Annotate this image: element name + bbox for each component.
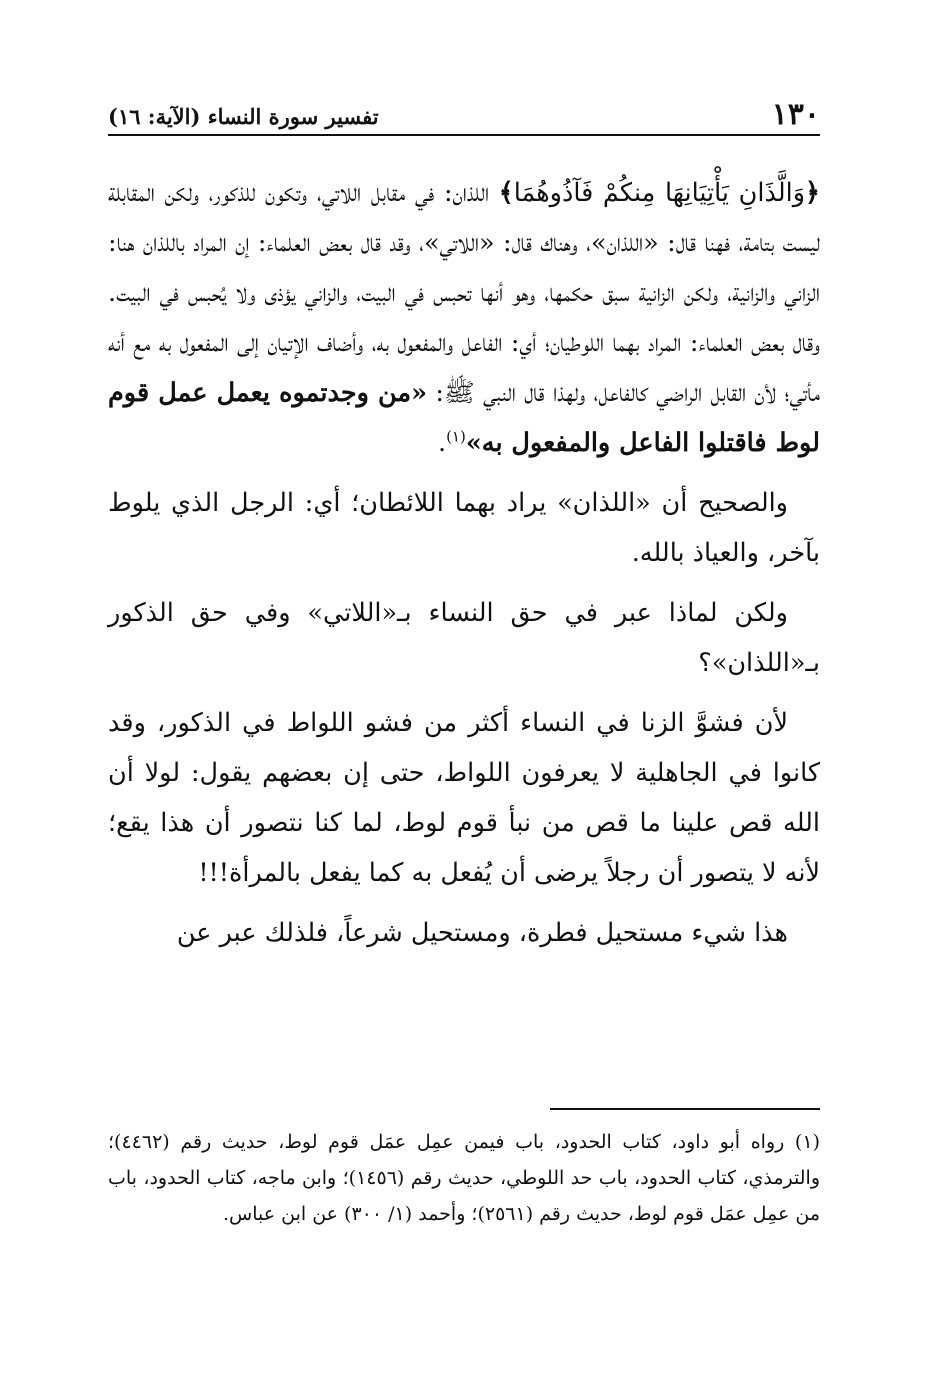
- paragraph-5: هذا شيء مستحيل فطرة، ومستحيل شرعاً، فلذلك عبر عن: [176, 918, 788, 948]
- footnote-ref: (١): [446, 427, 466, 446]
- paragraph-3: ولكن لماذا عبر في حق النساء بـ«اللاتي» وفي حق الذكور بـ«اللذان»؟: [108, 598, 820, 678]
- quran-verse: وَالَّذَانِ يَأْتِيَانِهَا مِنكُمْ فَآذُوهُمَا: [513, 178, 806, 208]
- main-text: [108, 168, 820, 968]
- paragraph-2: والصحيح أن «اللذان» يراد بهما اللائطان؛ أي: الرجل الذي يلوط بآخر، والعياذ بالله.: [108, 488, 820, 568]
- page-number: ١٣٠: [771, 97, 820, 132]
- footnote-separator: [550, 1108, 820, 1110]
- paragraph-1: [108, 168, 820, 468]
- verse-open-bracket: ﴿: [805, 178, 820, 208]
- footnote-1: (١) رواه أبو داود، كتاب الحدود، باب فيمن عمِل عمَل قوم لوط، حديث رقم (٤٤٦٢)؛ والترمذي، كتاب الحدود، باب حد اللوطي، حديث رقم (١٤٥٦)؛ وابن ماجه، كتاب الحدود، باب من عمِل عمَل قوم لوط، حديث رقم (٢٥٦١)؛ وأحمد (١/ ٣٠٠) عن ابن عباس.: [108, 1131, 820, 1225]
- page-header: [108, 92, 820, 136]
- paragraph-1-text: اللذان: في مقابل اللاتي، وتكون للذكور، ولكن المقابلة ليست بتامة، فهنا قال: «اللذان»، وهناك قال: «اللاتي»، وقد قال بعض العلماء: إن المراد باللذان هنا: الزاني والزانية، ولكن الزانية سبق حكمها، وهو أنها تحبس في البيت، والزاني يؤذى ولا يُحبس في البيت. وقال بعض العلماء: المراد بهما اللوطيان؛ أي: الفاعل والمفعول به، وأضاف الإتيان إلى المفعول به مع أنه مأتي؛ لأن القابل الراضي كالفاعل، ولهذا قال النبي ﷺ:: [108, 178, 820, 408]
- paragraph-1-end: .: [437, 428, 447, 458]
- footnotes: [108, 1124, 820, 1232]
- paragraph-4: لأن فشوَّ الزنا في النساء أكثر من فشو اللواط في الذكور، وقد كانوا في الجاهلية لا يعرفون اللواط، حتى إن بعضهم يقول: لولا أن الله قص علينا ما قص من نبأ قوم لوط، لما كنا نتصور أن هذا يقع؛ لأنه لا يتصور أن رجلاً يرضى أن يُفعل به كما يفعل بالمرأة!!!: [108, 708, 820, 888]
- running-title: تفسير سورة النساء (الآية: ١٦): [108, 104, 379, 129]
- verse-close-bracket: ﴾: [498, 178, 514, 208]
- hadith-quote: «من وجدتموه يعمل عمل قوم لوط فاقتلوا الفاعل والمفعول به»: [108, 378, 820, 458]
